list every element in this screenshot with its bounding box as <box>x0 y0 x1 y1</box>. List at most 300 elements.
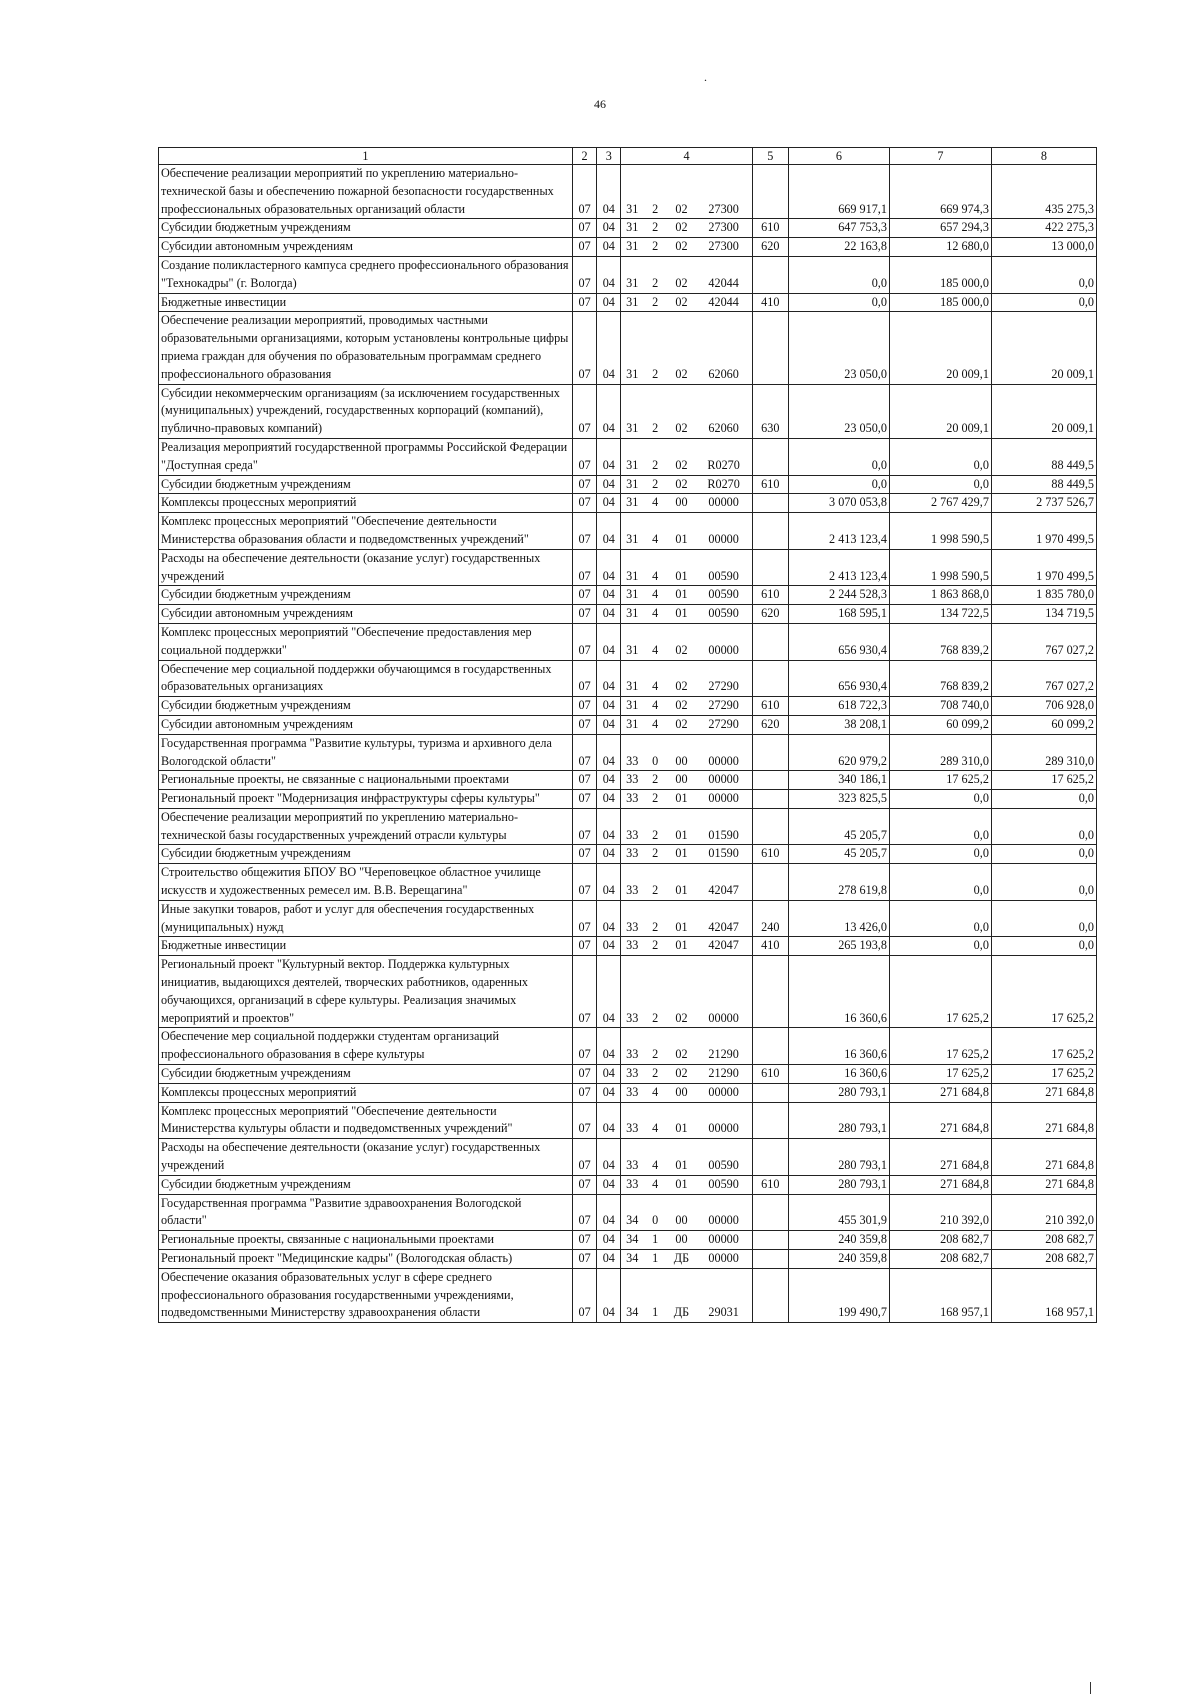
code-expense-type: 610 <box>752 586 788 605</box>
value-year-1: 323 825,5 <box>788 790 889 809</box>
value-year-1: 45 205,7 <box>788 808 889 845</box>
code-program: 31 <box>621 513 643 550</box>
code-event: 01 <box>667 513 695 550</box>
row-name: Бюджетные инвестиции <box>159 293 573 312</box>
code-direction: 00000 <box>696 494 753 513</box>
table-row <box>159 623 1097 660</box>
value-year-3: 1 970 499,5 <box>991 549 1096 586</box>
code-subprogram: 4 <box>643 697 667 716</box>
code-subprogram: 2 <box>643 165 667 219</box>
code-section: 07 <box>572 219 596 238</box>
value-year-1: 16 360,6 <box>788 956 889 1028</box>
value-year-2: 17 625,2 <box>889 1065 991 1084</box>
code-event: 02 <box>667 623 695 660</box>
code-event: 00 <box>667 1231 695 1250</box>
code-subsection: 04 <box>597 384 621 438</box>
code-subsection: 04 <box>597 1194 621 1231</box>
code-subsection: 04 <box>597 1139 621 1176</box>
code-event: 02 <box>667 256 695 293</box>
code-subprogram: 2 <box>643 790 667 809</box>
code-program: 34 <box>621 1231 643 1250</box>
value-year-1: 265 193,8 <box>788 937 889 956</box>
code-program: 31 <box>621 312 643 384</box>
code-expense-type <box>752 790 788 809</box>
code-subsection: 04 <box>597 238 621 257</box>
value-year-2: 0,0 <box>889 475 991 494</box>
row-name: Комплексы процессных мероприятий <box>159 1083 573 1102</box>
row-name: Иные закупки товаров, работ и услуг для обеспечения государственных (муниципальных) нужд <box>159 900 573 937</box>
code-subsection: 04 <box>597 513 621 550</box>
code-subprogram: 2 <box>643 808 667 845</box>
code-program: 31 <box>621 293 643 312</box>
code-subprogram: 0 <box>643 1194 667 1231</box>
code-section: 07 <box>572 937 596 956</box>
code-subprogram: 4 <box>643 549 667 586</box>
code-event: 01 <box>667 845 695 864</box>
code-section: 07 <box>572 1268 596 1322</box>
value-year-2: 2 767 429,7 <box>889 494 991 513</box>
code-subsection: 04 <box>597 697 621 716</box>
table-row <box>159 475 1097 494</box>
table-row <box>159 1083 1097 1102</box>
row-name: Расходы на обеспечение деятельности (оказание услуг) государственных учреждений <box>159 549 573 586</box>
code-subprogram: 4 <box>643 623 667 660</box>
code-event: 01 <box>667 549 695 586</box>
code-subsection: 04 <box>597 845 621 864</box>
table-row <box>159 660 1097 697</box>
code-direction: 00000 <box>696 734 753 771</box>
value-year-1: 656 930,4 <box>788 623 889 660</box>
value-year-1: 620 979,2 <box>788 734 889 771</box>
page-number: 46 <box>594 97 606 111</box>
value-year-1: 618 722,3 <box>788 697 889 716</box>
code-direction: R0270 <box>696 475 753 494</box>
code-subsection: 04 <box>597 312 621 384</box>
table-row <box>159 605 1097 624</box>
table-row <box>159 900 1097 937</box>
code-section: 07 <box>572 293 596 312</box>
code-subprogram: 2 <box>643 293 667 312</box>
code-subprogram: 4 <box>643 513 667 550</box>
code-direction: 00590 <box>696 1175 753 1194</box>
code-subsection: 04 <box>597 937 621 956</box>
code-program: 33 <box>621 1139 643 1176</box>
code-program: 33 <box>621 1065 643 1084</box>
code-program: 31 <box>621 238 643 257</box>
value-year-1: 23 050,0 <box>788 312 889 384</box>
code-subsection: 04 <box>597 1175 621 1194</box>
code-expense-type: 610 <box>752 697 788 716</box>
code-subsection: 04 <box>597 605 621 624</box>
code-subsection: 04 <box>597 864 621 901</box>
code-expense-type <box>752 1194 788 1231</box>
scan-dot: . <box>704 70 707 84</box>
code-section: 07 <box>572 586 596 605</box>
table-row <box>159 293 1097 312</box>
code-expense-type: 410 <box>752 937 788 956</box>
table-row <box>159 771 1097 790</box>
value-year-1: 0,0 <box>788 438 889 475</box>
code-section: 07 <box>572 771 596 790</box>
code-section: 07 <box>572 864 596 901</box>
row-name: Субсидии бюджетным учреждениям <box>159 586 573 605</box>
value-year-1: 0,0 <box>788 475 889 494</box>
value-year-2: 168 957,1 <box>889 1268 991 1322</box>
value-year-1: 340 186,1 <box>788 771 889 790</box>
table-row <box>159 1175 1097 1194</box>
value-year-2: 768 839,2 <box>889 660 991 697</box>
table-row <box>159 1250 1097 1269</box>
value-year-2: 271 684,8 <box>889 1139 991 1176</box>
code-section: 07 <box>572 845 596 864</box>
header-row <box>159 148 1097 165</box>
table-row <box>159 1268 1097 1322</box>
code-expense-type <box>752 956 788 1028</box>
value-year-1: 280 793,1 <box>788 1139 889 1176</box>
code-subsection: 04 <box>597 790 621 809</box>
value-year-1: 23 050,0 <box>788 384 889 438</box>
code-section: 07 <box>572 715 596 734</box>
code-section: 07 <box>572 475 596 494</box>
value-year-1: 280 793,1 <box>788 1175 889 1194</box>
code-expense-type: 610 <box>752 1065 788 1084</box>
code-program: 31 <box>621 715 643 734</box>
code-program: 31 <box>621 165 643 219</box>
row-name: Субсидии бюджетным учреждениям <box>159 1065 573 1084</box>
code-subprogram: 2 <box>643 845 667 864</box>
value-year-3: 208 682,7 <box>991 1250 1096 1269</box>
code-subprogram: 2 <box>643 771 667 790</box>
code-program: 31 <box>621 384 643 438</box>
code-subsection: 04 <box>597 808 621 845</box>
value-year-1: 199 490,7 <box>788 1268 889 1322</box>
row-name: Региональный проект "Культурный вектор. Поддержка культурных инициатив, выдающихся деятелей, творческих работников, одаренных обучающихся, организаций в сфере культуры. Реализация значимых мероприятий и проектов" <box>159 956 573 1028</box>
code-section: 07 <box>572 1250 596 1269</box>
value-year-2: 1 998 590,5 <box>889 549 991 586</box>
code-program: 33 <box>621 864 643 901</box>
code-event: ДБ <box>667 1268 695 1322</box>
code-program: 33 <box>621 790 643 809</box>
row-name: Субсидии автономным учреждениям <box>159 605 573 624</box>
code-subprogram: 2 <box>643 219 667 238</box>
code-direction: 00000 <box>696 956 753 1028</box>
code-direction: 29031 <box>696 1268 753 1322</box>
code-section: 07 <box>572 513 596 550</box>
value-year-2: 185 000,0 <box>889 256 991 293</box>
code-subsection: 04 <box>597 771 621 790</box>
value-year-3: 422 275,3 <box>991 219 1096 238</box>
code-section: 07 <box>572 1028 596 1065</box>
code-program: 33 <box>621 1102 643 1139</box>
code-program: 31 <box>621 256 643 293</box>
table-row <box>159 790 1097 809</box>
code-direction: 00000 <box>696 1194 753 1231</box>
table-row <box>159 312 1097 384</box>
row-name: Обеспечение реализации мероприятий по укреплению материально-технической базы и обеспечению пожарной безопасности государственных профессиональных образовательных организаций области <box>159 165 573 219</box>
code-subprogram: 2 <box>643 438 667 475</box>
value-year-1: 656 930,4 <box>788 660 889 697</box>
code-section: 07 <box>572 1139 596 1176</box>
code-expense-type: 630 <box>752 384 788 438</box>
value-year-1: 2 413 123,4 <box>788 549 889 586</box>
row-name: Субсидии автономным учреждениям <box>159 715 573 734</box>
value-year-2: 271 684,8 <box>889 1102 991 1139</box>
code-expense-type: 610 <box>752 845 788 864</box>
code-section: 07 <box>572 1102 596 1139</box>
code-program: 31 <box>621 623 643 660</box>
code-program: 34 <box>621 1194 643 1231</box>
table-row <box>159 845 1097 864</box>
code-direction: 27300 <box>696 165 753 219</box>
row-name: Региональный проект "Модернизация инфраструктуры сферы культуры" <box>159 790 573 809</box>
value-year-2: 289 310,0 <box>889 734 991 771</box>
code-section: 07 <box>572 660 596 697</box>
code-section: 07 <box>572 697 596 716</box>
code-program: 33 <box>621 900 643 937</box>
code-subprogram: 2 <box>643 475 667 494</box>
code-program: 31 <box>621 697 643 716</box>
table-row <box>159 1194 1097 1231</box>
code-expense-type <box>752 623 788 660</box>
header-cell-5: 5 <box>752 148 788 165</box>
code-event: 00 <box>667 1083 695 1102</box>
header-cell-8: 8 <box>991 148 1096 165</box>
code-subprogram: 2 <box>643 864 667 901</box>
value-year-1: 278 619,8 <box>788 864 889 901</box>
code-event: 00 <box>667 734 695 771</box>
row-name: Обеспечение мер социальной поддержки студентам организаций профессионального образования в сфере культуры <box>159 1028 573 1065</box>
code-expense-type <box>752 808 788 845</box>
value-year-3: 1 970 499,5 <box>991 513 1096 550</box>
code-program: 33 <box>621 956 643 1028</box>
code-program: 31 <box>621 549 643 586</box>
code-subsection: 04 <box>597 956 621 1028</box>
code-subsection: 04 <box>597 438 621 475</box>
row-name: Субсидии бюджетным учреждениям <box>159 845 573 864</box>
code-subsection: 04 <box>597 1250 621 1269</box>
table-row <box>159 1065 1097 1084</box>
code-direction: 42047 <box>696 937 753 956</box>
code-subsection: 04 <box>597 660 621 697</box>
value-year-2: 208 682,7 <box>889 1250 991 1269</box>
code-event: 02 <box>667 165 695 219</box>
code-section: 07 <box>572 605 596 624</box>
code-expense-type <box>752 256 788 293</box>
code-section: 07 <box>572 1231 596 1250</box>
value-year-3: 60 099,2 <box>991 715 1096 734</box>
value-year-2: 12 680,0 <box>889 238 991 257</box>
code-event: 01 <box>667 1102 695 1139</box>
row-name: Комплекс процессных мероприятий "Обеспечение деятельности Министерства культуры области и подведомственных учреждений" <box>159 1102 573 1139</box>
code-section: 07 <box>572 808 596 845</box>
code-event: 01 <box>667 1139 695 1176</box>
value-year-2: 17 625,2 <box>889 771 991 790</box>
code-subprogram: 4 <box>643 660 667 697</box>
code-direction: 00000 <box>696 623 753 660</box>
value-year-2: 17 625,2 <box>889 1028 991 1065</box>
value-year-2: 0,0 <box>889 937 991 956</box>
code-section: 07 <box>572 623 596 660</box>
row-name: Обеспечение мер социальной поддержки обучающимся в государственных образовательных организациях <box>159 660 573 697</box>
code-program: 31 <box>621 438 643 475</box>
code-section: 07 <box>572 438 596 475</box>
code-event: 02 <box>667 438 695 475</box>
code-expense-type: 620 <box>752 238 788 257</box>
value-year-2: 60 099,2 <box>889 715 991 734</box>
value-year-3: 0,0 <box>991 937 1096 956</box>
value-year-1: 280 793,1 <box>788 1083 889 1102</box>
value-year-1: 240 359,8 <box>788 1231 889 1250</box>
code-subprogram: 2 <box>643 937 667 956</box>
code-program: 33 <box>621 771 643 790</box>
row-name: Субсидии бюджетным учреждениям <box>159 475 573 494</box>
value-year-1: 0,0 <box>788 293 889 312</box>
code-expense-type <box>752 864 788 901</box>
code-program: 33 <box>621 1175 643 1194</box>
row-name: Субсидии бюджетным учреждениям <box>159 697 573 716</box>
code-program: 33 <box>621 845 643 864</box>
code-section: 07 <box>572 312 596 384</box>
code-event: 01 <box>667 605 695 624</box>
code-subsection: 04 <box>597 1028 621 1065</box>
code-event: 02 <box>667 219 695 238</box>
code-expense-type <box>752 660 788 697</box>
value-year-2: 271 684,8 <box>889 1175 991 1194</box>
row-name: Комплекс процессных мероприятий "Обеспечение деятельности Министерства образования области и подведомственных учреждений" <box>159 513 573 550</box>
code-event: 02 <box>667 660 695 697</box>
code-expense-type <box>752 1250 788 1269</box>
code-subprogram: 1 <box>643 1250 667 1269</box>
table-row <box>159 937 1097 956</box>
code-event: 02 <box>667 697 695 716</box>
code-expense-type <box>752 438 788 475</box>
code-event: 02 <box>667 384 695 438</box>
value-year-2: 0,0 <box>889 900 991 937</box>
value-year-3: 88 449,5 <box>991 438 1096 475</box>
table-row <box>159 494 1097 513</box>
table-row <box>159 513 1097 550</box>
row-name: Комплекс процессных мероприятий "Обеспечение предоставления мер социальной поддержки" <box>159 623 573 660</box>
value-year-3: 134 719,5 <box>991 605 1096 624</box>
code-direction: 27290 <box>696 697 753 716</box>
row-name: Субсидии бюджетным учреждениям <box>159 219 573 238</box>
value-year-2: 185 000,0 <box>889 293 991 312</box>
code-subsection: 04 <box>597 293 621 312</box>
value-year-2: 1 998 590,5 <box>889 513 991 550</box>
value-year-3: 2 737 526,7 <box>991 494 1096 513</box>
value-year-1: 16 360,6 <box>788 1028 889 1065</box>
code-direction: 27300 <box>696 219 753 238</box>
table-row <box>159 1231 1097 1250</box>
value-year-1: 647 753,3 <box>788 219 889 238</box>
value-year-3: 0,0 <box>991 864 1096 901</box>
code-subsection: 04 <box>597 715 621 734</box>
code-expense-type <box>752 734 788 771</box>
code-subsection: 04 <box>597 1268 621 1322</box>
row-name: Государственная программа "Развитие культуры, туризма и архивного дела Вологодской области" <box>159 734 573 771</box>
value-year-1: 455 301,9 <box>788 1194 889 1231</box>
value-year-3: 271 684,8 <box>991 1175 1096 1194</box>
value-year-3: 271 684,8 <box>991 1102 1096 1139</box>
value-year-2: 208 682,7 <box>889 1231 991 1250</box>
code-direction: 00000 <box>696 1231 753 1250</box>
value-year-3: 435 275,3 <box>991 165 1096 219</box>
code-event: 02 <box>667 293 695 312</box>
code-direction: 42044 <box>696 293 753 312</box>
code-direction: 01590 <box>696 845 753 864</box>
code-direction: 00000 <box>696 771 753 790</box>
value-year-3: 289 310,0 <box>991 734 1096 771</box>
code-section: 07 <box>572 1065 596 1084</box>
value-year-2: 0,0 <box>889 438 991 475</box>
value-year-1: 13 426,0 <box>788 900 889 937</box>
code-subsection: 04 <box>597 1065 621 1084</box>
row-name: Обеспечение оказания образовательных услуг в сфере среднего профессионального образования государственными учреждениями, подведомственными Министерству здравоохранения области <box>159 1268 573 1322</box>
code-subprogram: 4 <box>643 586 667 605</box>
code-program: 31 <box>621 219 643 238</box>
code-subsection: 04 <box>597 586 621 605</box>
code-section: 07 <box>572 1194 596 1231</box>
row-name: Субсидии некоммерческим организациям (за исключением государственных (муниципальных) учреждений, государственных корпораций (компаний), публично-правовых компаний) <box>159 384 573 438</box>
value-year-3: 17 625,2 <box>991 1065 1096 1084</box>
code-subsection: 04 <box>597 219 621 238</box>
code-subsection: 04 <box>597 734 621 771</box>
code-expense-type <box>752 165 788 219</box>
code-expense-type <box>752 1083 788 1102</box>
value-year-2: 768 839,2 <box>889 623 991 660</box>
code-program: 31 <box>621 494 643 513</box>
header-cell-4: 4 <box>621 148 752 165</box>
table-row <box>159 219 1097 238</box>
value-year-1: 168 595,1 <box>788 605 889 624</box>
code-section: 07 <box>572 256 596 293</box>
code-event: 01 <box>667 937 695 956</box>
code-expense-type <box>752 1102 788 1139</box>
code-direction: R0270 <box>696 438 753 475</box>
code-direction: 27290 <box>696 660 753 697</box>
table-row <box>159 384 1097 438</box>
code-program: 31 <box>621 475 643 494</box>
table-row <box>159 549 1097 586</box>
table-row <box>159 1102 1097 1139</box>
code-direction: 00590 <box>696 605 753 624</box>
code-subprogram: 2 <box>643 956 667 1028</box>
code-expense-type <box>752 1028 788 1065</box>
table-row <box>159 256 1097 293</box>
code-program: 33 <box>621 1083 643 1102</box>
scan-corner-mark <box>1090 1682 1091 1694</box>
code-direction: 00590 <box>696 1139 753 1176</box>
code-direction: 27290 <box>696 715 753 734</box>
value-year-3: 0,0 <box>991 808 1096 845</box>
value-year-3: 767 027,2 <box>991 660 1096 697</box>
value-year-3: 1 835 780,0 <box>991 586 1096 605</box>
value-year-3: 271 684,8 <box>991 1083 1096 1102</box>
code-section: 07 <box>572 956 596 1028</box>
code-direction: 00000 <box>696 1083 753 1102</box>
value-year-2: 669 974,3 <box>889 165 991 219</box>
value-year-3: 88 449,5 <box>991 475 1096 494</box>
row-name: Создание поликластерного кампуса среднего профессионального образования "Технокадры" (г. Вологда) <box>159 256 573 293</box>
value-year-1: 16 360,6 <box>788 1065 889 1084</box>
table-row <box>159 956 1097 1028</box>
row-name: Государственная программа "Развитие здравоохранения Вологодской области" <box>159 1194 573 1231</box>
code-section: 07 <box>572 734 596 771</box>
table-row <box>159 864 1097 901</box>
value-year-3: 17 625,2 <box>991 1028 1096 1065</box>
value-year-2: 0,0 <box>889 864 991 901</box>
code-event: 00 <box>667 494 695 513</box>
